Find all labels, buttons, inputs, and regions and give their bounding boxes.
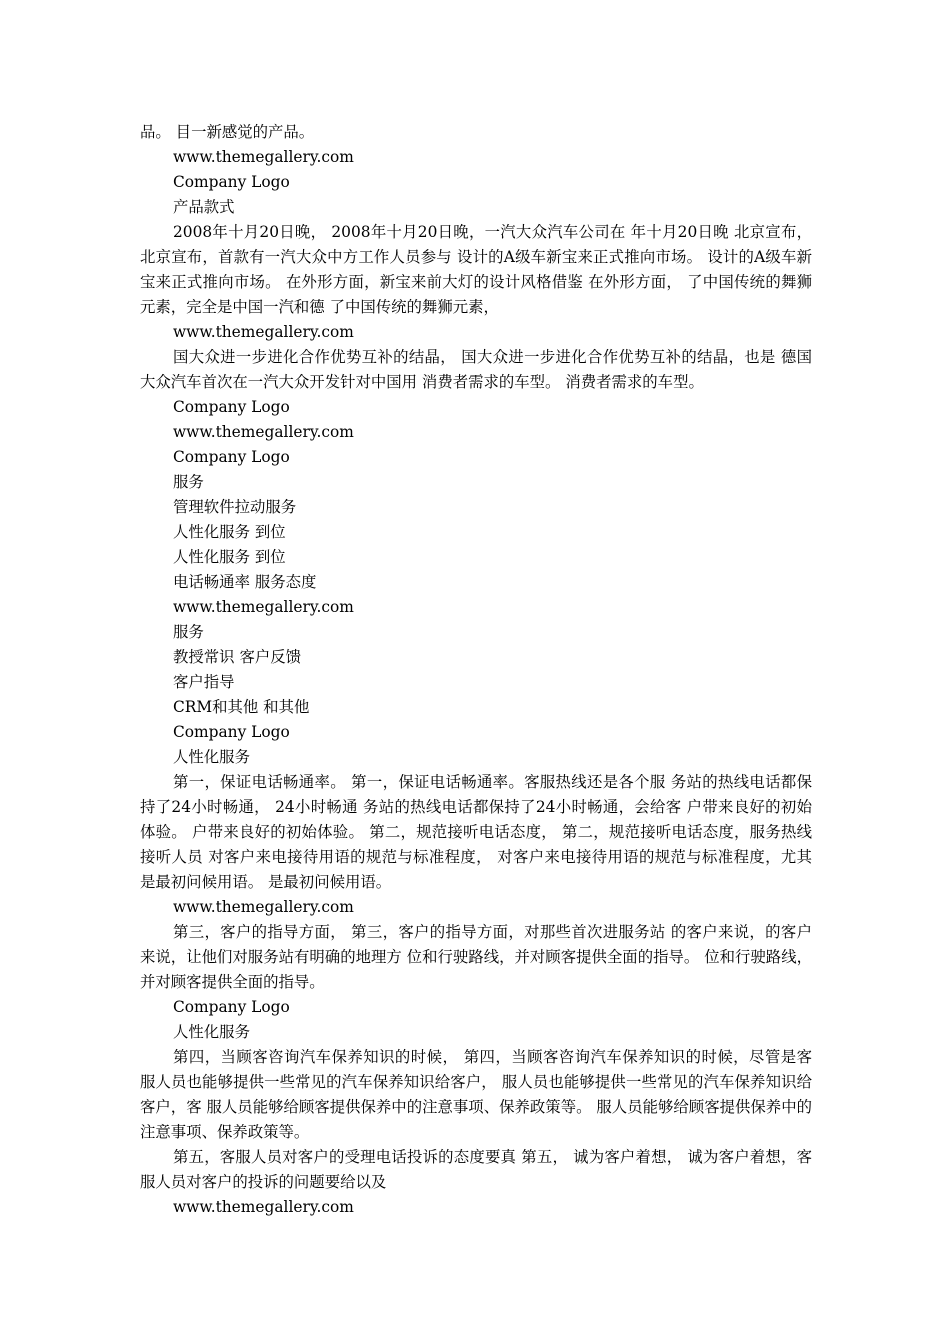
- website-url: www.themegallery.com: [173, 323, 354, 341]
- section-heading: 服务: [173, 623, 204, 641]
- list-item: CRM和其他 和其他: [173, 698, 310, 716]
- paragraph: 国大众进一步进化合作优势互补的结晶， 国大众进一步进化合作优势互补的结晶，也是 德国大众汽车首次在一汽大众开发针对中国用 消费者需求的车型。 消费者需求的车型。: [140, 348, 812, 391]
- paragraph: 2008年十月20日晚， 2008年十月20日晚，一汽大众汽车公司在 年十月20日晚 北京宣布， 北京宣布，首款有一汽大众中方工作人员参与 设计的A级车新宝来正式推向市场。 设计的A级车新宝来正式推向市场。 在外形方面，新宝来前大灯的设计风格借鉴 在外形方面， 了中国传统的舞狮元素，完全是中国一汽和德 了中国传统的舞狮元素，: [140, 223, 817, 316]
- section-heading: 产品款式: [173, 198, 235, 216]
- list-item: 管理软件拉动服务: [173, 498, 297, 516]
- list-item: 人性化服务 到位: [173, 523, 286, 541]
- website-url: www.themegallery.com: [173, 898, 354, 916]
- company-logo-text: Company Logo: [173, 398, 290, 416]
- company-logo-text: Company Logo: [173, 448, 290, 466]
- company-logo-text: Company Logo: [173, 173, 290, 191]
- section-heading: 人性化服务: [173, 1023, 250, 1041]
- document-page: [140, 120, 817, 1220]
- text-line: 品。 目一新感觉的产品。: [140, 123, 315, 141]
- list-item: 人性化服务 到位: [173, 548, 286, 566]
- company-logo-text: Company Logo: [173, 723, 290, 741]
- website-url: www.themegallery.com: [173, 148, 354, 166]
- website-url: www.themegallery.com: [173, 598, 354, 616]
- website-url: www.themegallery.com: [173, 1198, 354, 1216]
- list-item: 教授常识 客户反馈: [173, 648, 302, 666]
- section-heading: 服务: [173, 473, 204, 491]
- website-url: www.themegallery.com: [173, 423, 354, 441]
- paragraph: 第一，保证电话畅通率。 第一，保证电话畅通率。客服热线还是各个服 务站的热线电话都保持了24小时畅通， 24小时畅通 务站的热线电话都保持了24小时畅通，会给客 户带来良好的初始体验。 户带来良好的初始体验。 第二，规范接听电话态度， 第二，规范接听电话态度，服务热线接听人员 对客户来电接待用语的规范与标准程度， 对客户来电接待用语的规范与标准程度，尤其 是最初问候用语。 是最初问候用语。: [140, 773, 817, 891]
- company-logo-text: Company Logo: [173, 998, 290, 1016]
- list-item: 客户指导: [173, 673, 235, 691]
- paragraph: 第五，客服人员对客户的受理电话投诉的态度要真 第五， 诚为客户着想， 诚为客户着想，客服人员对客户的投诉的问题要给以及: [140, 1148, 812, 1191]
- paragraph: 第三，客户的指导方面， 第三，客户的指导方面，对那些首次进服务站 的客户来说，的客户来说，让他们对服务站有明确的地理方 位和行驶路线，并对顾客提供全面的指导。 位和行驶路线，并对顾客提供全面的指导。: [140, 923, 812, 991]
- paragraph: 第四，当顾客咨询汽车保养知识的时候， 第四，当顾客咨询汽车保养知识的时候，尽管是客 服人员也能够提供一些常见的汽车保养知识给客户， 服人员也能够提供一些常见的汽车保养知识给客户，客 服人员能够给顾客提供保养中的注意事项、保养政策等。 服人员能够给顾客提供保养中的注意事项、保养政策等。: [140, 1048, 817, 1141]
- section-heading: 人性化服务: [173, 748, 250, 766]
- list-item: 电话畅通率 服务态度: [173, 573, 317, 591]
